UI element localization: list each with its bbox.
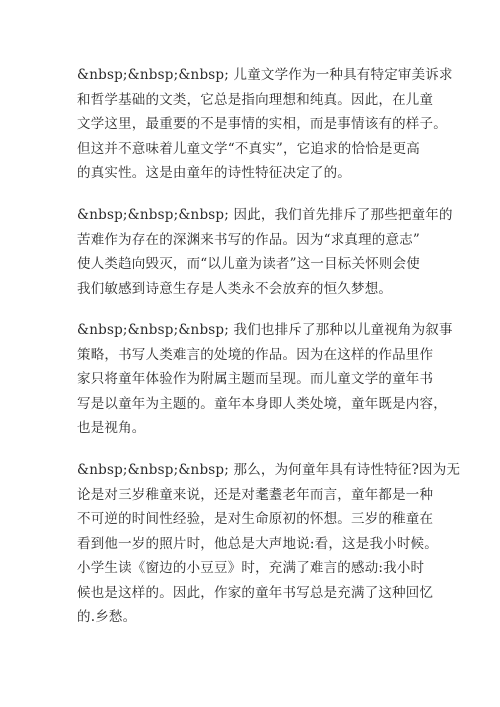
text-line: 不可逆的时间性经验，是对生命原初的怀想。三岁的稚童在 [77,511,434,527]
text-line: 论是对三岁稚童来说，还是对耄耋老年而言，童年都是一种 [77,486,434,503]
text-line: 的真实性。这是由童年的诗性特征决定了的。 [77,165,351,181]
text-line: &nbsp;&nbsp;&nbsp; 儿童文学作为一种具有特定审美诉求 [77,67,453,83]
text-line: 和哲学基础的文类，它总是指向理想和纯真。因此，在儿童 [77,91,434,108]
text-line: 我们敏感到诗意生存是人类永不会放弃的恒久梦想。 [77,280,393,297]
text-line: &nbsp;&nbsp;&nbsp; 那么，为何童年具有诗性特征?因为无 [77,462,461,478]
text-line: 也是视角。 [77,420,146,436]
text-line: 看到他一岁的照片时，他总是大声地说:看，这是我小时候。 [77,535,438,552]
text-line: &nbsp;&nbsp;&nbsp; 因此，我们首先排斥了那些把童年的 [77,207,453,223]
paragraph-4 [77,458,461,630]
text-line: 使人类趋向毁灭，而“以儿童为读者”这一目标关怀则会使 [77,256,421,272]
text-line: &nbsp;&nbsp;&nbsp; 我们也排斥了那种以儿童视角为叙事 [77,322,453,338]
text-line: 苦难作为存在的深渊来书写的作品。因为“求真理的意志” [77,231,421,248]
paragraph-3 [77,318,453,441]
text-line: 小学生读《窗边的小豆豆》时，充满了难言的感动:我小时 [77,560,425,576]
text-line: 候也是这样的。因此，作家的童年书写总是充满了这种回忆 [77,584,434,601]
text-line: 但这并不意味着儿童文学“不真实”，它追求的恰恰是更高 [77,140,421,157]
text-line: 家只将童年体验作为附属主题而呈现。而儿童文学的童年书 [77,371,434,387]
text-line: 策略，书写人类难言的处境的作品。因为在这样的作品里作 [77,346,434,363]
text-line: 文学这里，最重要的不是事情的实相，而是事情该有的样子。 [77,116,447,132]
paragraph-1 [77,63,453,186]
text-line: 的.乡愁。 [77,609,137,625]
text-line: 写是以童年为主题的。童年本身即人类处境，童年既是内容， [77,395,447,412]
paragraph-2 [77,203,453,301]
